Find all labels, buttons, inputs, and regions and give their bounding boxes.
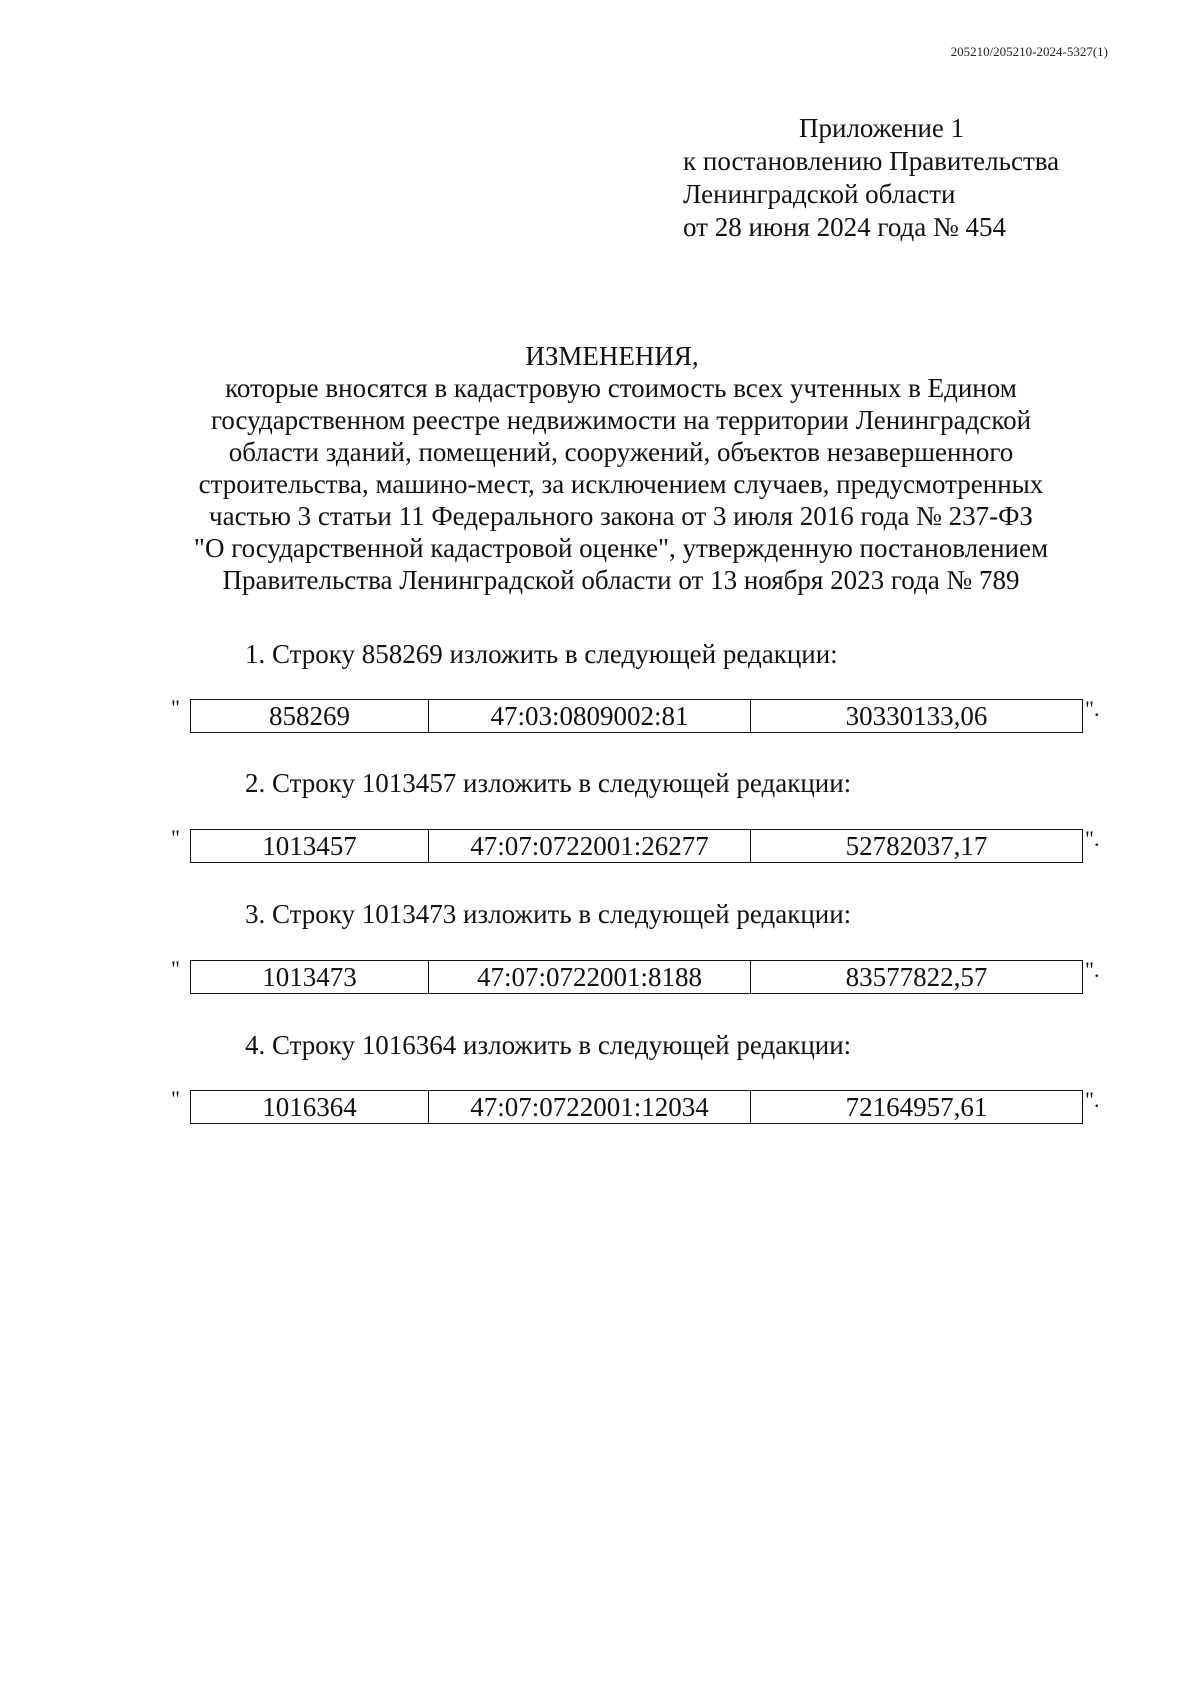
item-1-label: 1. Строку 858269 изложить в следующей редакции: <box>245 639 838 669</box>
heading-line: области зданий, помещений, сооружений, объектов незавершенного <box>228 437 1014 467</box>
quote-close: ". <box>1085 957 1100 982</box>
appendix-line-2: к постановлению Правительства <box>683 146 1060 176</box>
item-2-label: 2. Строку 1013457 изложить в следующей редакции: <box>245 768 852 798</box>
quote-close: ". <box>1085 696 1100 721</box>
cadastral-number-cell: 47:07:0722001:12034 <box>429 1091 751 1123</box>
heading-line: государственном реестре недвижимости на территории Ленинградской <box>210 405 1032 435</box>
cadastral-number-cell: 47:07:0722001:26277 <box>429 830 751 862</box>
cadastral-value-cell: 30330133,06 <box>845 700 988 731</box>
cadastral-number-cell: 47:03:0809002:81 <box>429 700 751 732</box>
item-4-label: 4. Строку 1016364 изложить в следующей редакции: <box>245 1030 852 1060</box>
amendment-table-row <box>190 960 1083 994</box>
quote-open: " <box>171 825 180 850</box>
amendment-table-row <box>190 829 1083 863</box>
appendix-block <box>683 112 1059 244</box>
appendix-line-4: от 28 июня 2024 года № 454 <box>683 212 1007 242</box>
appendix-line-3: Ленинградской области <box>683 179 956 209</box>
document-heading <box>0 340 1200 596</box>
amendment-table-row <box>190 699 1083 733</box>
cadastral-value-cell: 52782037,17 <box>845 830 988 861</box>
row-number-cell: 1013473 <box>191 961 429 993</box>
row-number-cell: 1013457 <box>191 830 429 862</box>
amendment-table-row <box>190 1090 1083 1124</box>
heading-title: ИЗМЕНЕНИЯ, <box>525 341 699 371</box>
row-number-cell: 1016364 <box>191 1091 429 1123</box>
quote-open: " <box>171 1086 180 1111</box>
cadastral-value-cell: 72164957,61 <box>845 1091 988 1122</box>
cadastral-number-cell: 47:07:0722001:8188 <box>429 961 751 993</box>
appendix-line-1: Приложение 1 <box>799 113 965 143</box>
row-number-cell: 858269 <box>191 700 429 732</box>
document-code: 205210/205210-2024-5327(1) <box>950 44 1108 59</box>
quote-close: ". <box>1085 1087 1100 1112</box>
cadastral-value-cell: 83577822,57 <box>845 961 988 992</box>
quote-close: ". <box>1085 826 1100 851</box>
item-3-label: 3. Строку 1013473 изложить в следующей редакции: <box>245 899 852 929</box>
heading-line: строительства, машино-мест, за исключением случаев, предусмотренных <box>198 469 1044 499</box>
quote-open: " <box>171 695 180 720</box>
heading-line: "О государственной кадастровой оценке", утвержденную постановлением <box>193 533 1049 563</box>
heading-line: частью 3 статьи 11 Федерального закона от 3 июля 2016 года № 237-ФЗ <box>209 501 1033 531</box>
heading-line: которые вносятся в кадастровую стоимость всех учтенных в Едином <box>225 373 1017 403</box>
heading-line: Правительства Ленинградской области от 13 ноября 2023 года № 789 <box>222 565 1020 595</box>
quote-open: " <box>171 956 180 981</box>
